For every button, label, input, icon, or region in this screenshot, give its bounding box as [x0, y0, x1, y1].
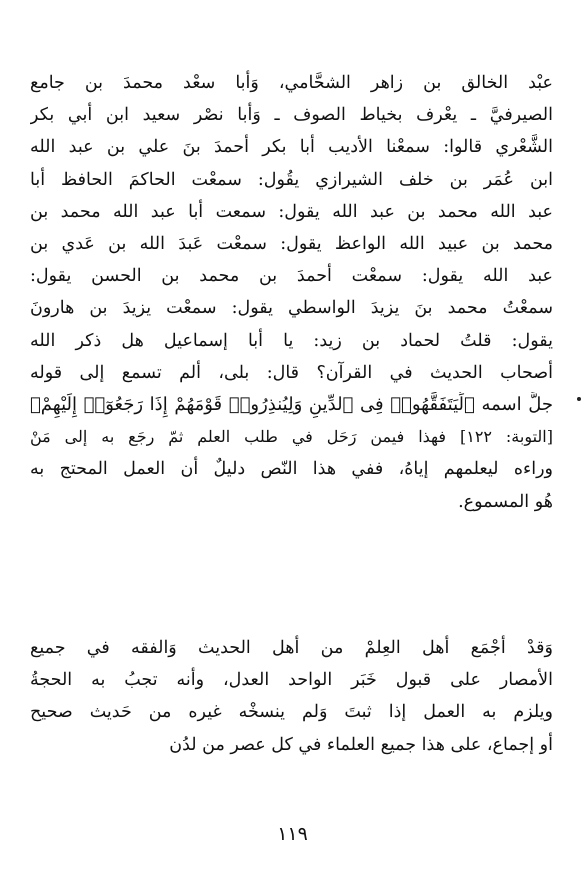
paragraph1-line: يقول: قلتُ لحماد بن زيد: يا أبا إسماعيل هل ذكر الله [30, 330, 553, 351]
paragraph1-line: سمعْتُ محمد بنَ يزيدَ الواسطي يقول: سمعْت يزيدَ بن هارونَ [30, 298, 553, 319]
paragraph1-line: وراءه ليعلمهم إياهُ، ففي هذا النّص دليلٌ أن العمل المحتج به [30, 459, 553, 480]
paragraph2-line: ويلزم به العمل إذا ثبتَ وَلم ينسخْه غيره من حَديث صحيح [30, 702, 553, 723]
paragraph2-line: الأمصار على قبول خَبَر الواحد العدل، وأنه تجبُ به الحجةُ [30, 670, 553, 691]
paragraph1-line: هُو المسموع. [458, 491, 553, 512]
paragraph1-line: جلَّ اسمه ﴿لِّيَتَفَقَّهُوا۟ فِى ٱلدِّينِ وَلِيُنذِرُوا۟ قَوْمَهُمْ إِذَا رَجَعُوٓا۟ إِلَيْهِمْ﴾ [30, 394, 553, 415]
paragraph2-line: وَقدْ أجْمَع أهل العِلمْ من أهل الحديث وَالفقه في جميع [30, 638, 553, 658]
paragraph2-line: أو إجماع، على هذا جميع العلماء في كل عصر من لدُن [169, 734, 553, 755]
paragraph1-line: أصحاب الحديث في القرآن؟ قال: بلى، ألم تسمع إلى قوله [30, 362, 553, 383]
paragraph1-line: عبْد الخالق بن زاهر الشحَّامي، وَأبا سعْد محمدَ بن جامع [30, 73, 553, 93]
paragraph1-line: عبد الله محمد بن عبد الله يقول: سمعت أبا عبد الله محمد بن [30, 201, 553, 222]
paragraph1-line: الصيرفيَّ ـ يعْرف بخياط الصوف ـ وَأبا نصْر سعيد ابن أبي بكر [30, 105, 553, 126]
page-number: ١١٩ [277, 823, 308, 845]
paragraph1-line: الشَّعْري قالوا: سمعْنا الأديب أبا بكر أحمدَ بنَ علي بن عبد الله [30, 137, 553, 158]
paragraph1-line: عبد الله يقول: سمعْت أحمدَ بن محمد بن الحسن يقول: [30, 266, 553, 287]
margin-dot [577, 397, 581, 401]
paragraph1-line: محمد بن عبيد الله الواعظ يقول: سمعْت عَبدَ الله بن عَدي بن [30, 234, 553, 254]
paragraph1-line: [التوبة: ١٢٢] فهذا فيمن رَحَل في طلب العلم ثمّ رجَع به إلى مَنْ [30, 427, 553, 447]
paragraph1-line: ابن عُمَر بن خلف الشيرازي يقُول: سمعْت الحاكمَ الحافظ أبا [30, 169, 553, 190]
